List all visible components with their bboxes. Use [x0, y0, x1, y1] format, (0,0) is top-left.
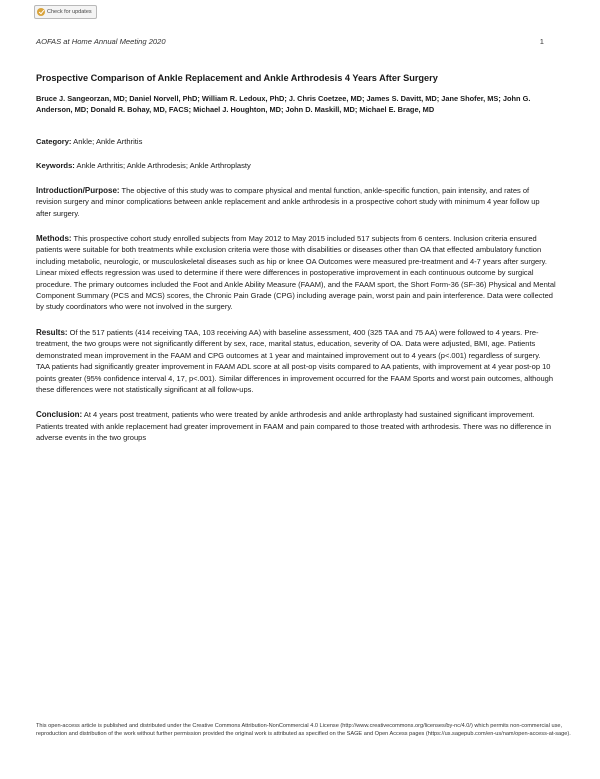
results-heading: Results:	[36, 327, 68, 337]
keywords-value: Ankle Arthritis; Ankle Arthrodesis; Ankle Arthroplasty	[74, 160, 251, 170]
page-number: 1	[539, 37, 544, 46]
methods-heading: Methods:	[36, 234, 72, 244]
conclusion-section	[36, 409, 556, 443]
article-title: Prospective Comparison of Ankle Replacement and Ankle Arthrodesis 4 Years After Surgery	[36, 73, 438, 83]
results-text: Of the 517 patients (414 receiving TAA, 103 receiving AA) with baseline assessment, 400 (325 TAA and 75 AA) were followed to 4 years. Pre-treatment, the two groups were not significantly different by sex, race, marital status, education, severity of OA. Data were adjusted, BMI, age. Patients demonstrated mean improvement in the FAAM and CPG outcomes at 1 year and maintained improvement out to 4 years (p<.001) regardless of surgery. TAA patients had significantly greater improvement in FAAM ADL score at all post-op visits compared to AA patients, with improvement at 4 year post-op 10 points greater (95% confidence interval 4, 17, p<.001). Similar differences in improvement occurred for the FAAM Sports and worst pain outcomes, although these differences were not statistically significant at all follow-ups.	[36, 327, 554, 394]
conclusion-text: At 4 years post treatment, patients who were treated by ankle arthrodesis and ankle arthroplasty had sustained significant improvement. Patients treated with ankle replacement had greater improvement in FAAM and pain compared to those treated with arthrodesis. There was no difference in adverse events in the two groups	[36, 410, 552, 443]
introduction-heading: Introduction/Purpose:	[36, 185, 120, 195]
keywords-label: Keywords:	[36, 160, 75, 170]
running-header	[36, 37, 544, 46]
journal-name: AOFAS at Home Annual Meeting 2020	[36, 37, 166, 46]
category-value: Ankle; Ankle Arthritis	[71, 136, 143, 146]
introduction-text: The objective of this study was to compare physical and mental function, ankle-specific function, pain intensity, and rates of revision surgery and minor complications between ankle replacement and ankle arthrodesis in a prospective cohort study with minimum 4 year follow up after surgery.	[36, 185, 540, 218]
check-circle-icon	[37, 8, 45, 16]
introduction-section	[36, 185, 556, 219]
conclusion-heading: Conclusion:	[36, 410, 83, 420]
license-footer: This open-access article is published and distributed under the Creative Commons Attribution-NonCommercial 4.0 License (http://www.creativecommons.org/licenses/by-nc/4.0/) which permits non-commercial use, reproduction and distribution of the work without further permission provided the original work is attributed as specified on the SAGE and Open Access pages (https://us.sagepub.com/en-us/nam/open-access-at-sage).	[36, 723, 571, 738]
methods-section	[36, 233, 556, 313]
keywords-line	[36, 160, 556, 171]
category-line	[36, 136, 556, 147]
article-body	[36, 72, 556, 444]
methods-text: This prospective cohort study enrolled subjects from May 2012 to May 2015 included 517 subjects from 6 centers. Inclusion criteria ensured patients were suitable for both treatments while exclusion criteria were those with disabilities or diseases other than OA that effected ambulatory function including metabolic, neurologic, or musculoskeletal diseases such as hip or knee OA Outcomes were measured pre-treatment and 4-7 years after surgery. Linear mixed effects regression was used to determine if there were differences in postoperative improvement in each continuous outcome by surgical procedure. The primary outcomes included the Foot and Ankle Ability Measure (FAAM), and the FAAM sport, the Short Form-36 (SF-36) Physical and Mental Component Summary (PCS and MCS) scores, the Chronic Pain Grade (CPG) including average pain, worst pain and pain interference. Data were collected by study coordinators who were not involved in the surgery.	[36, 234, 556, 312]
check-for-updates-label: Check for updates	[47, 9, 92, 15]
results-section	[36, 327, 556, 395]
author-list: Bruce J. Sangeorzan, MD; Daniel Norvell, PhD; William R. Ledoux, PhD; J. Chris Coetzee, MD; James S. Davitt, MD; Jane Shofer, MS; John G. Anderson, MD; Donald R. Bohay, MD, FACS; Michael J. Houghton, MD; John D. Maskill, MD; Michael E. Brage, MD	[36, 94, 531, 115]
check-for-updates-badge[interactable]	[34, 5, 97, 19]
category-label: Category:	[36, 136, 72, 146]
